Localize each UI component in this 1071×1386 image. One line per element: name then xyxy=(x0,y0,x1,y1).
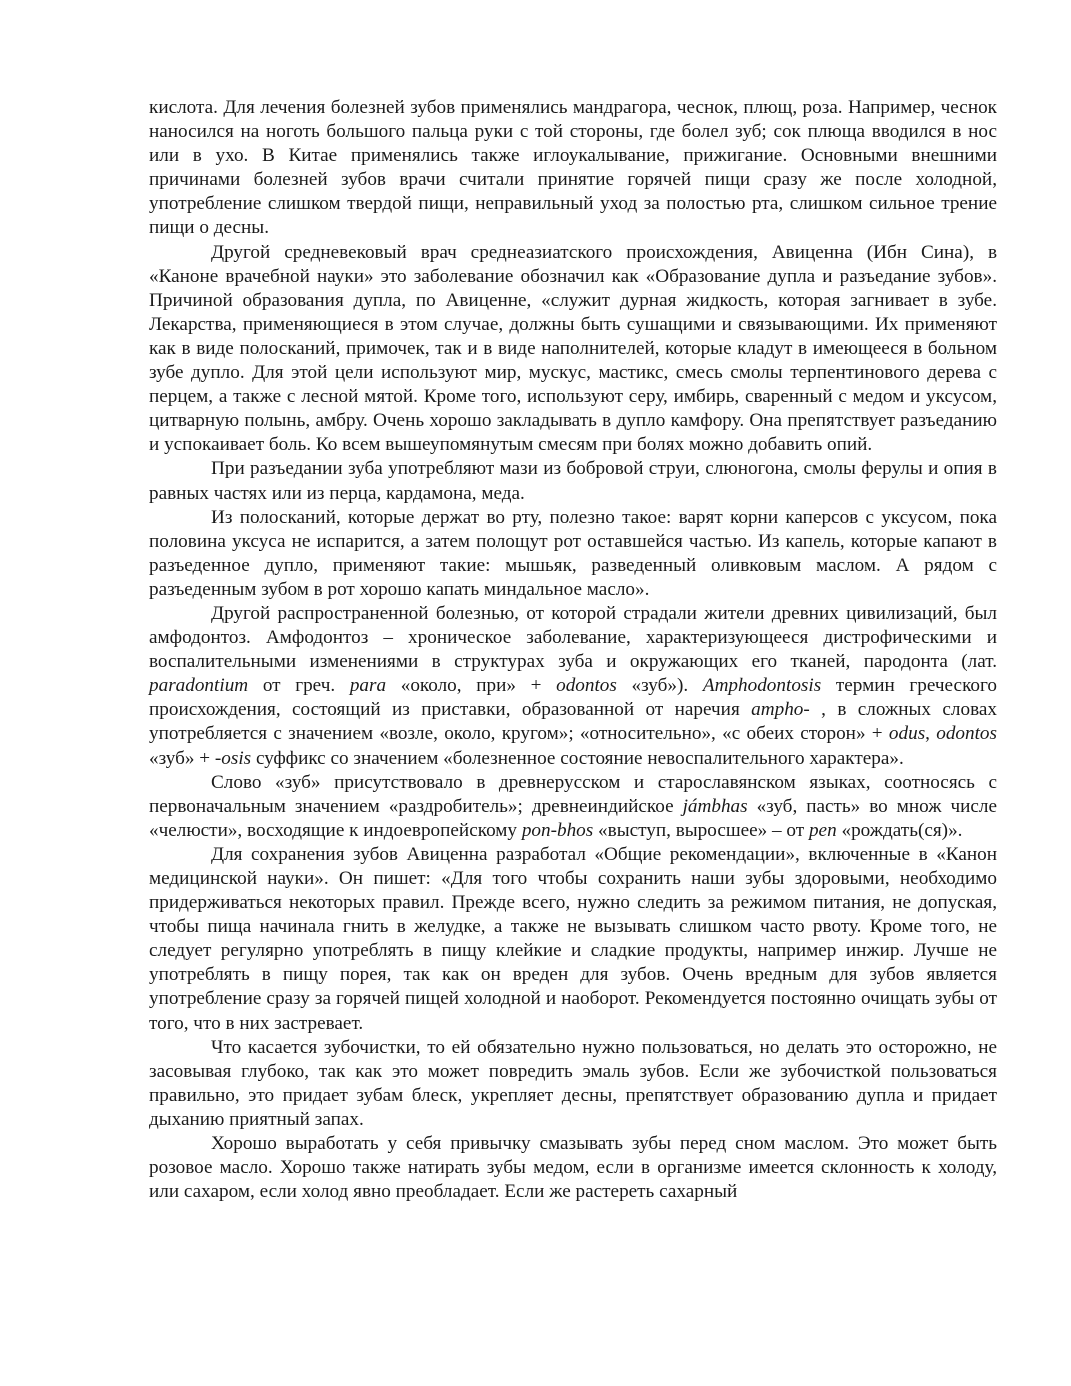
paragraph xyxy=(149,241,997,458)
greek-term: odontos xyxy=(556,675,617,697)
paragraph xyxy=(149,96,997,241)
text-segment: Хорошо выработать у себя привычку смазывать зубы перед сном маслом. Это может быть розовое масло. Хорошо также натирать зубы медом, если в организме имеется склонность к холоду, или сахаром, если холод явно преобладает. Если же растереть сахарный xyxy=(149,1133,997,1203)
sanskrit-term: jámbhas xyxy=(682,795,748,817)
text-segment: «около, при» + xyxy=(386,675,557,697)
greek-term: ampho- xyxy=(751,699,810,721)
paragraph xyxy=(149,457,997,505)
text-segment: «зуб»). xyxy=(616,675,703,697)
greek-term: para xyxy=(349,675,387,697)
paragraph xyxy=(149,506,997,602)
text-segment: При разъедании зуба употребляют мази из бобровой струи, слюногона, смолы ферулы и опия в равных частях или из перца, кардамона, меда. xyxy=(149,458,997,504)
text-segment: термин греческого происхождения, состоящий из приставки, образованной от наречия xyxy=(149,675,997,721)
text-segment: «рождать(ся)». xyxy=(836,819,963,841)
text-segment: суффикс со значением «болезненное состояние невоспалительного характера». xyxy=(251,747,904,769)
indo-european-term: pen xyxy=(808,819,837,841)
greek-term: Amphodontosis xyxy=(702,675,822,697)
paragraph xyxy=(149,843,997,1036)
text-segment: Слово «зуб» присутствовало в древнерусском и старославянском языках, соотносясь с первоначальным значением «раздробитель»; древнеиндийское xyxy=(149,771,997,817)
text-segment: Другой средневековый врач среднеазиатского происхождения, Авиценна (Ибн Сина), в «Каноне врачебной науки» это заболевание обозначил как «Образование дупла и разъедание зубов». Причиной образования дупла, по Авиценне, «служит дурная жидкость, которая загнивает в зубе. Лекарства, применяющиеся в этом случае, должны быть сушащими и связывающими. Их применяют как в виде полосканий, примочек, так и в виде наполнителей, которые кладут в имеющееся в больном зубе дупло. Для этой цели используют мир, мускус, мастикс, смесь смолы терпентинового дерева с перцем, а также с лесной мятой. Кроме того, используют серу, имбирь, сваренный с медом и уксусом, цитварную полынь, амбру. Очень хорошо закладывать в дупло камфору. Она препятствует разъеданию и успокаивает боль. Ко всем вышеупомянутым смесям при болях можно добавить опий. xyxy=(149,241,997,456)
indo-european-term: pon-bhos xyxy=(521,819,594,841)
text-segment: «зуб» + xyxy=(149,747,215,769)
paragraph xyxy=(149,1132,997,1204)
text-segment: Для сохранения зубов Авиценна разработал «Общие рекомендации», включенные в «Канон медицинской науки». Он пишет: «Для того чтобы сохранить наши зубы здоровыми, необходимо придерживаться некоторых правил. Прежде всего, нужно следить за режимом питания, не допуская, чтобы пища начинала гнить в желудке, а также не вызывать слишком часто рвоту. Кроме того, не следует регулярно употреблять в пищу клейкие и сладкие продукты, например инжир. Лучше не употреблять в пищу порея, так как он вреден для зубов. Очень вредным для зубов является употребление сразу за горячей пищей холодной и наоборот. Рекомендуется постоянно очищать зубы от того, что в них застревает. xyxy=(149,843,997,1034)
text-segment: кислота. Для лечения болезней зубов применялись мандрагора, чеснок, плющ, роза. Например, чеснок наносился на ноготь большого пальца руки с той стороны, где болел зуб; сок плюща вводился в нос или в ухо. В Китае применялись также иглоукалывание, прижигание. Основными внешними причинами болезней зубов врачи считали принятие горячей пищи сразу же после холодной, употребление слишком твердой пищи, неправильный уход за полостью рта, слишком сильное трение пищи о десны. xyxy=(149,97,997,239)
greek-term: odus xyxy=(888,723,926,745)
paragraph xyxy=(149,771,997,843)
text-segment: , в сложных словах употребляется с значением «возле, около, кругом»; «относительно», «с обеих сторон» + xyxy=(149,699,997,745)
greek-term: odontos xyxy=(936,723,997,745)
text-segment: «выступ, выросшее» – от xyxy=(593,819,809,841)
text-segment: Другой распространенной болезнью, от которой страдали жители древних цивилизаций, был амфодонтоз. Амфодонтоз – хроническое заболевание, характеризующееся дистрофическими и воспалительными изменениями в структурах зуба и окружающих его тканей, пародонта (лат. xyxy=(149,602,997,673)
greek-term: -osis xyxy=(214,747,252,769)
text-segment: , xyxy=(925,723,937,745)
text-segment: «зуб, пасть» во множ числе «челюсти», восходящие к индоевропейскому xyxy=(149,795,997,841)
document-page xyxy=(149,96,997,1204)
text-segment: Из полосканий, которые держат во рту, полезно такое: варят корни каперсов с уксусом, пока половина уксуса не испарится, а затем полощут рот оставшейся частью. Из капель, которые капают в разъеденное дупло, применяют такие: мышьяк, разведенный оливковым маслом. А рядом с разъеденным зубом в рот хорошо капать миндальное масло». xyxy=(149,506,997,600)
text-segment: от греч. xyxy=(248,675,350,697)
paragraph xyxy=(149,1036,997,1132)
latin-term: paradontium xyxy=(149,675,249,697)
text-segment: Что касается зубочистки, то ей обязательно нужно пользоваться, но делать это осторожно, не засовывая глубоко, так как это может повредить эмаль зубов. Если же зубочисткой пользоваться правильно, это придает зубам блеск, укрепляет десны, препятствует образованию дупла и придает дыханию приятный запах. xyxy=(149,1036,997,1130)
paragraph xyxy=(149,602,997,771)
